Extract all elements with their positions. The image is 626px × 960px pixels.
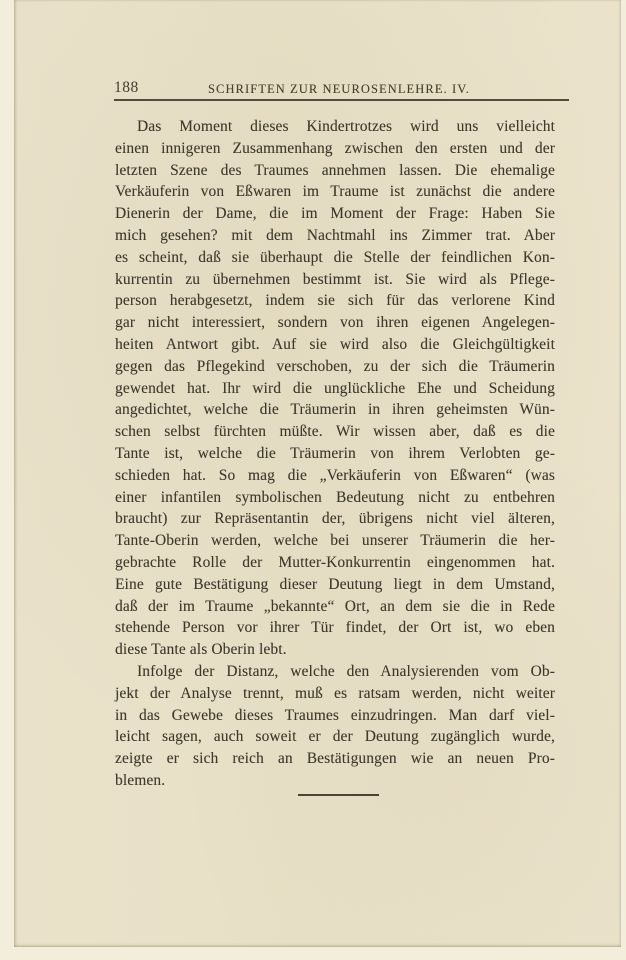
text-line: mich gesehen? mit dem Nachtmahl ins Zimmer trat. Aber: [115, 226, 555, 244]
header-rule: [114, 99, 569, 101]
text-line: leicht sagen, auch soweit er der Deutung zugänglich wurde,: [115, 728, 555, 746]
text-line: gewendet hat. Ihr wird die unglückliche Ehe und Scheidung: [115, 379, 555, 397]
text-line: person herabgesetzt, indem sie sich für das verlorene Kind: [115, 292, 555, 310]
text-line: blemen.: [115, 771, 166, 789]
running-title: SCHRIFTEN ZUR NEUROSENLEHRE. IV.: [207, 82, 471, 96]
text-line: gebrachte Rolle der Mutter-Konkurrentin eingenommen hat.: [115, 553, 555, 571]
text-line: Dienerin der Dame, die im Moment der Frage: Haben Sie: [115, 205, 555, 223]
text-line: diese Tante als Oberin lebt.: [115, 641, 287, 659]
text-line: einen innigeren Zusammenhang zwischen den ersten und der: [115, 139, 555, 157]
section-end-rule: [298, 794, 379, 796]
text-line: Das Moment dieses Kindertrotzes wird uns vielleicht: [137, 118, 555, 135]
text-line: schieden hat. So mag die „Verkäuferin von Eßwaren“ (was: [115, 466, 555, 484]
text-line: jekt der Analyse trennt, muß es ratsam werden, nicht weiter: [115, 684, 555, 702]
text-line: angedichtet, welche die Träumerin in ihren geheimsten Wün-: [115, 401, 555, 419]
text-line: kurrentin zu übernehmen bestimmt ist. Sie wird als Pflege-: [115, 270, 555, 288]
text-line: einer infantilen symbolischen Bedeutung nicht zu entbehren: [115, 488, 555, 506]
text-line: letzten Szene des Traumes annehmen lassen. Die ehemalige: [115, 161, 555, 179]
text-line: Tante ist, welche die Träumerin von ihrem Verlobten ge-: [115, 444, 555, 462]
book-page: [14, 0, 621, 947]
text-line: in das Gewebe dieses Traumes einzudringen. Man darf viel-: [115, 706, 555, 724]
page-header: [115, 78, 555, 100]
text-line: Eine gute Bestätigung dieser Deutung liegt in dem Umstand,: [115, 575, 555, 593]
text-line: braucht) zur Repräsentantin der, übrigens nicht viel älteren,: [115, 510, 555, 528]
text-line: Infolge der Distanz, welche den Analysierenden vom Ob-: [137, 662, 555, 680]
body-text: [115, 116, 555, 792]
text-line: Verkäuferin von Eßwaren im Traume ist zunächst die andere: [115, 183, 555, 201]
text-line: es scheint, daß sie überhaupt die Stelle der feindlichen Kon-: [115, 248, 555, 266]
text-line: zeigte er sich reich an Bestätigungen wie an neuen Pro-: [115, 750, 555, 768]
text-line: schen selbst fürchten müßte. Wir wissen aber, daß es die: [115, 423, 555, 441]
text-line: daß der im Traume „bekannte“ Ort, an dem sie die in Rede: [115, 597, 555, 615]
text-line: gegen das Pflegekind verschoben, zu der sich die Träumerin: [115, 357, 555, 375]
page-number: 188: [114, 79, 139, 96]
text-line: stehende Person vor ihrer Tür findet, der Ort ist, wo eben: [115, 619, 555, 637]
text-line: Tante-Oberin werden, welche bei unserer Träumerin die her-: [115, 532, 555, 550]
text-line: heiten Antwort gibt. Auf sie wird also die Gleichgültigkeit: [115, 335, 555, 353]
text-line: gar nicht interessiert, sondern von ihren eigenen Angelegen-: [115, 314, 555, 332]
